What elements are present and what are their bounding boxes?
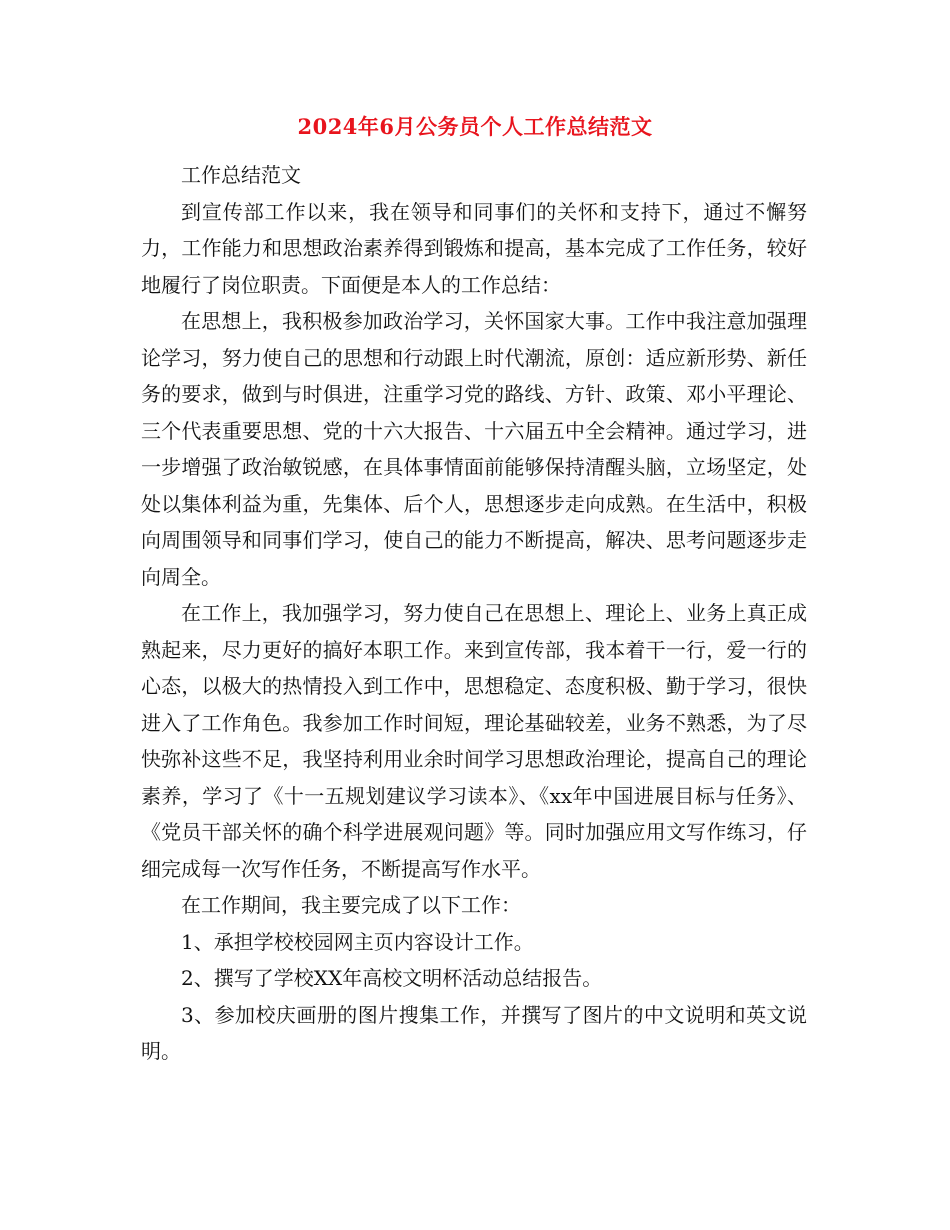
list-item-3: 3、参加校庆画册的图片搜集工作，并撰写了图片的中文说明和英文说明。 [141, 1002, 807, 1063]
paragraph-tasks-intro: 在工作期间，我主要完成了以下工作： [181, 893, 521, 917]
document-title: 2024年6月公务员个人工作总结范文 [297, 114, 653, 139]
paragraph-work: 在工作上，我加强学习，努力使自己在思想上、理论上、业务上真正成熟起来，尽力更好的搞好本职工作。来到宣传部，我本着干一行，爱一行的心态，以极大的热情投入到工作中，思想稳定、态度积极、勤于学习，很快进入了工作角色。我参加工作时间短，理论基础较差，业务不熟悉，为了尽快弥补这些不足，我坚持利用业余时间学习思想政治理论，提高自己的理论素养，学习了《十一五规划建议学习读本》、《xx年中国进展目标与任务》、《党员干部关怀的确个科学进展观问题》等。同时加强应用文写作练习，仔细完成每一次写作任务，不断提高写作水平。 [141, 601, 807, 881]
list-item-2: 2、撰写了学校XX年高校文明杯活动总结报告。 [181, 966, 603, 990]
list-item-1: 1、承担学校校园网主页内容设计工作。 [181, 929, 534, 954]
paragraph-ideology: 在思想上，我积极参加政治学习，关怀国家大事。工作中我注意加强理论学习，努力使自己的思想和行动跟上时代潮流，原创：适应新形势、新任务的要求，做到与时俱进，注重学习党的路线、方针、政策、邓小平理论、三个代表重要思想、党的十六大报告、十六届五中全会精神。通过学习，进一步增强了政治敏锐感，在具体事情面前能够保持清醒头脑，立场坚定，处处以集体利益为重，先集体、后个人，思想逐步走向成熟。在生活中，积极向周围领导和同事们学习，使自己的能力不断提高，解决、思考问题逐步走向周全。 [141, 309, 807, 589]
paragraph-heading: 工作总结范文 [181, 163, 301, 187]
paragraph-intro: 到宣传部工作以来，我在领导和同事们的关怀和支持下，通过不懈努力，工作能力和思想政治素养得到锻炼和提高，基本完成了工作任务，较好地履行了岗位职责。下面便是本人的工作总结： [141, 199, 807, 297]
document-body [141, 157, 807, 1070]
